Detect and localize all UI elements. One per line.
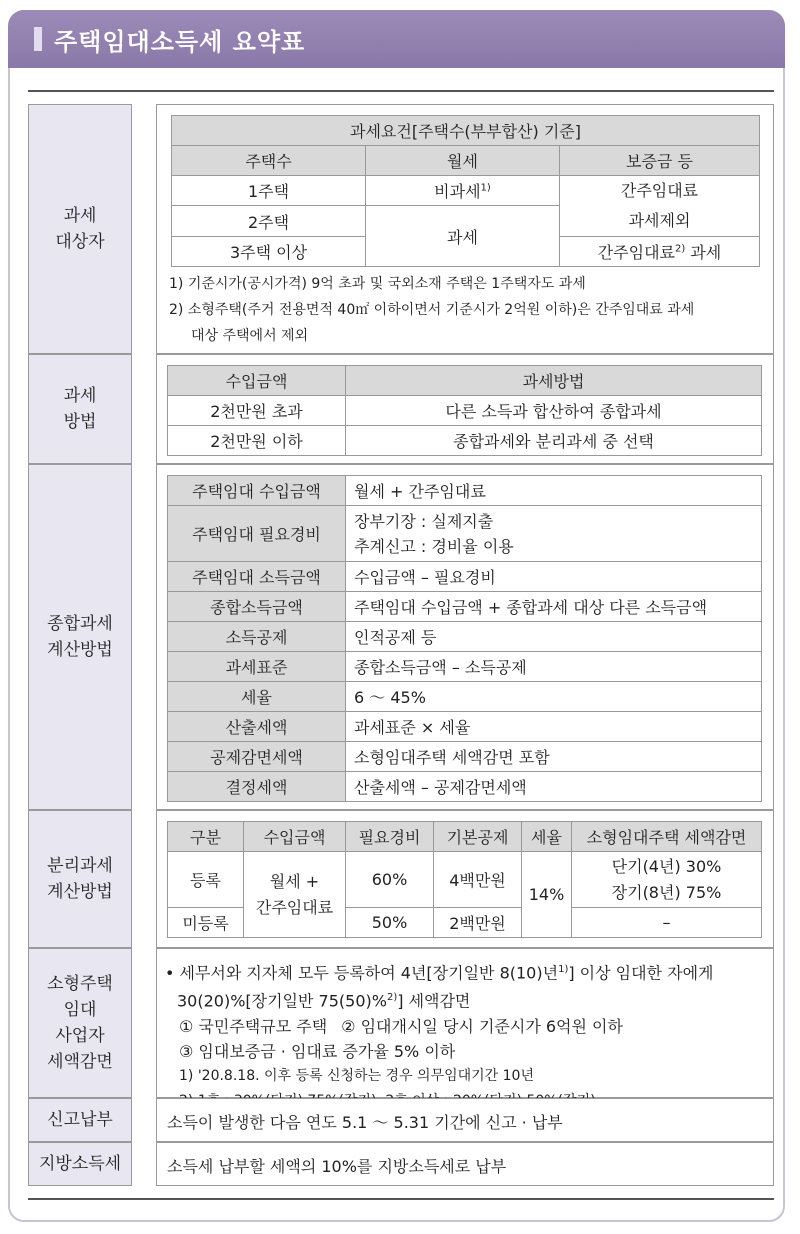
header-marker [34, 27, 42, 51]
reduction-line: 30(20)%[장기일반 75(50)%$^{2)}$] 세액감면 [177, 991, 471, 1011]
section-content [156, 810, 774, 948]
row-header: 주택임대 수입금액 [168, 476, 346, 506]
table-cell: 1주택 [172, 176, 366, 206]
table-cell: 단기(4년) 30% 장기(8년) 75% [572, 852, 762, 908]
table-cell: 미등록 [168, 908, 244, 938]
row-header: 종합소득금액 [168, 592, 346, 622]
column-header: 필요경비 [346, 822, 434, 852]
section-content [156, 464, 774, 810]
table-cell: 비과세$^{1)}$ [366, 176, 560, 206]
row-header: 과세표준 [168, 652, 346, 682]
table-cell: 수입금액 – 필요경비 [346, 562, 762, 592]
section-content [156, 104, 774, 354]
header-bar [8, 10, 785, 68]
column-header: 주택수 [172, 146, 366, 176]
target-table [171, 115, 760, 267]
row-header: 결정세액 [168, 772, 346, 802]
table-cell: 3주택 이상 [172, 237, 366, 267]
footnote: 1) 기준시가(공시가격) 9억 초과 및 국외소재 주택은 1주택자도 과세 [169, 276, 586, 292]
column-header: 수입금액 [168, 366, 346, 396]
table-cell: 종합과세와 분리과세 중 선택 [346, 426, 762, 456]
filing-text: 소득이 발생한 다음 연도 5.1 ～ 5.31 기간에 신고 · 납부 [167, 1113, 563, 1132]
table-cell: 2백만원 [434, 908, 522, 938]
row-header: 공제감면세액 [168, 742, 346, 772]
column-header: 구분 [168, 822, 244, 852]
table-cell: 과세표준 × 세율 [346, 712, 762, 742]
section-tax-method [28, 354, 774, 464]
section-comprehensive [28, 464, 774, 810]
reduction-line: • 세무서와 지자체 모두 등록하여 4년[장기일반 8(10)년$^{1)}$] 이상 임대한 자에게 [165, 963, 714, 983]
section-content [156, 1142, 774, 1186]
table-cell: 등록 [168, 852, 244, 908]
row-header: 세율 [168, 682, 346, 712]
column-header: 수입금액 [244, 822, 346, 852]
table-cell: 다른 소득과 합산하여 종합과세 [346, 396, 762, 426]
table-cell: 2천만원 초과 [168, 396, 346, 426]
table-cell: 산출세액 – 공제감면세액 [346, 772, 762, 802]
section-content [156, 948, 774, 1098]
column-header: 세율 [522, 822, 572, 852]
column-header: 과세방법 [346, 366, 762, 396]
summary-table [28, 90, 774, 1200]
table-cell: 6 ～ 45% [346, 682, 762, 712]
table-cell: 과세 [366, 206, 560, 267]
row-header: 주택임대 소득금액 [168, 562, 346, 592]
footnote: 2) 소형주택(주거 전용면적 40㎡ 이하이면서 기준시가 2억원 이하)은 간주임대료 과세 [169, 302, 695, 318]
footnote: 대상 주택에서 제외 [191, 328, 309, 344]
section-label: 과세 대상자 [28, 104, 132, 354]
table-cell: 4백만원 [434, 852, 522, 908]
section-label: 지방소득세 [28, 1142, 132, 1186]
table-cell: 60% [346, 852, 434, 908]
condition-line: ① 국민주택규모 주택 ② 임대개시일 당시 기준시가 6억원 이하 [179, 1016, 623, 1036]
table-cell: 장부기장 : 실제지출 추계신고 : 경비율 이용 [346, 506, 762, 562]
column-header: 월세 [366, 146, 560, 176]
table-cell: 주택임대 수입금액 + 종합과세 대상 다른 소득금액 [346, 592, 762, 622]
page-title: 주택임대소득세 요약표 [54, 28, 306, 56]
table-cell: 종합소득금액 – 소득공제 [346, 652, 762, 682]
table-cell: 소형임대주택 세액감면 포함 [346, 742, 762, 772]
separate-table [167, 821, 762, 938]
table-title: 과세요건[주택수(부부합산) 기준] [172, 116, 760, 146]
row-header: 산출세액 [168, 712, 346, 742]
section-tax-target [28, 104, 774, 354]
row-header: 소득공제 [168, 622, 346, 652]
local-tax-text: 소득세 납부할 세액의 10%를 지방소득세로 납부 [167, 1157, 507, 1176]
table-cell: 2천만원 이하 [168, 426, 346, 456]
section-content [156, 354, 774, 464]
table-cell: 월세 + 간주임대료 [346, 476, 762, 506]
table-cell: 월세 + 간주임대료 [244, 852, 346, 938]
section-label: 소형주택 임대 사업자 세액감면 [28, 948, 132, 1098]
section-label: 종합과세 계산방법 [28, 464, 132, 810]
column-header: 보증금 등 [560, 146, 760, 176]
column-header: 소형임대주택 세액감면 [572, 822, 762, 852]
table-cell: 간주임대료 과세제외 [560, 176, 760, 237]
section-filing [28, 1098, 774, 1142]
method-table [167, 365, 762, 456]
table-cell: 인적공제 등 [346, 622, 762, 652]
section-label: 과세 방법 [28, 354, 132, 464]
table-cell: 2주택 [172, 206, 366, 237]
section-label: 신고납부 [28, 1098, 132, 1142]
section-label: 분리과세 계산방법 [28, 810, 132, 948]
section-local-tax [28, 1142, 774, 1186]
table-cell: 14% [522, 852, 572, 938]
section-small-housing [28, 948, 774, 1098]
condition-line: ③ 임대보증금 · 임대료 증가율 5% 이하 [179, 1041, 456, 1061]
summary-card [8, 10, 785, 1222]
column-header: 기본공제 [434, 822, 522, 852]
row-header: 주택임대 필요경비 [168, 506, 346, 562]
table-cell: 간주임대료$^{2)}$ 과세 [560, 237, 760, 267]
table-cell: – [572, 908, 762, 938]
section-separate [28, 810, 774, 948]
table-cell: 50% [346, 908, 434, 938]
section-content [156, 1098, 774, 1142]
comprehensive-table [167, 475, 762, 802]
reduction-text [165, 957, 714, 1114]
footnote: 1) '20.8.18. 이후 등록 신청하는 경우 의무임대기간 10년 [179, 1067, 534, 1084]
